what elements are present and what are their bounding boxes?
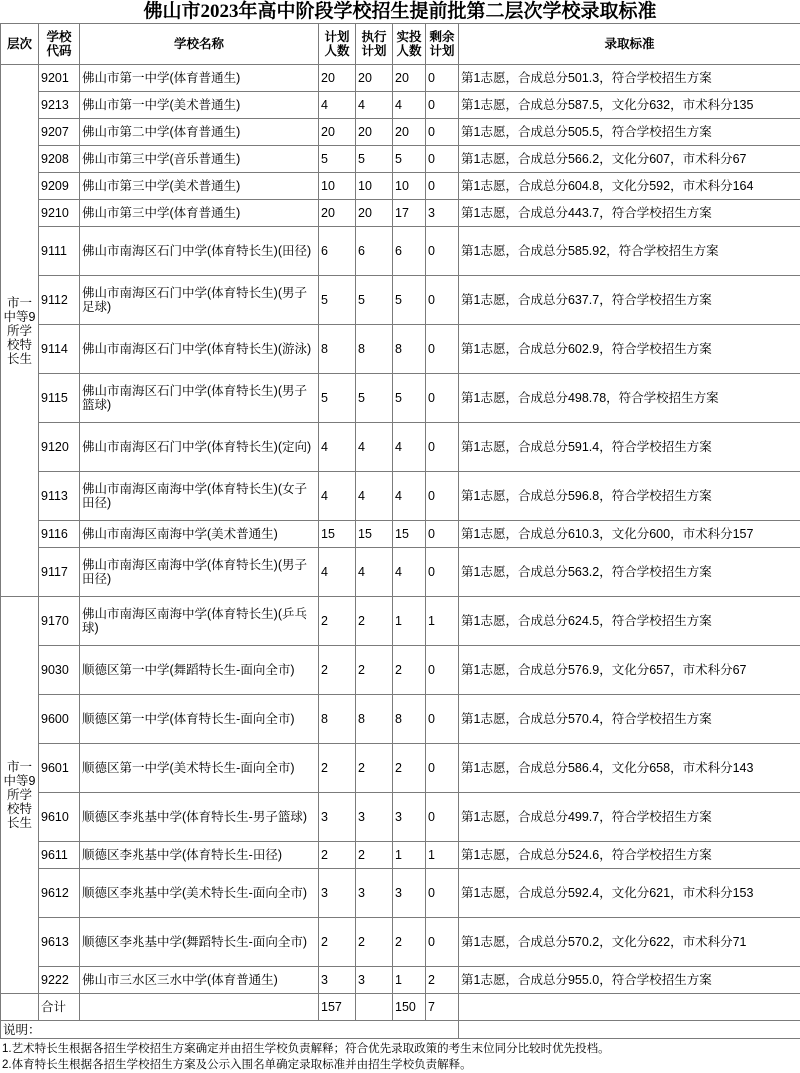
cell-actual-count: 15 <box>393 521 426 548</box>
table-row <box>1 793 800 842</box>
cell-remaining-plan: 0 <box>426 793 459 842</box>
cell-school-code: 9170 <box>39 597 80 646</box>
cell-school-name: 佛山市南海区石门中学(体育特长生)(男子足球) <box>80 276 319 325</box>
cell-standard: 第1志愿，合成总分499.7，符合学校招生方案 <box>459 793 800 842</box>
cell-standard: 第1志愿，合成总分498.78，符合学校招生方案 <box>459 374 800 423</box>
cell-actual-count: 17 <box>393 200 426 227</box>
cell-actual-count: 3 <box>393 869 426 918</box>
cell-plan-count: 20 <box>319 65 356 92</box>
table-row <box>1 227 800 276</box>
cell-standard: 第1志愿，合成总分576.9，文化分657，市术科分67 <box>459 646 800 695</box>
cell-plan-count: 2 <box>319 597 356 646</box>
cell-standard: 第1志愿，合成总分443.7，符合学校招生方案 <box>459 200 800 227</box>
cell-school-name: 佛山市南海区石门中学(体育特长生)(定向) <box>80 423 319 472</box>
cell-school-name: 顺德区第一中学(体育特长生-面向全市) <box>80 695 319 744</box>
cell-school-code: 9210 <box>39 200 80 227</box>
cell-exec-plan: 8 <box>356 325 393 374</box>
cell-school-name: 顺德区李兆基中学(舞蹈特长生-面向全市) <box>80 918 319 967</box>
cell-school-name: 顺德区第一中学(舞蹈特长生-面向全市) <box>80 646 319 695</box>
cell-standard: 第1志愿，合成总分585.92，符合学校招生方案 <box>459 227 800 276</box>
cell-school-code: 9208 <box>39 146 80 173</box>
header-cell-exec-plan: 执行计划 <box>356 24 393 65</box>
cell-actual-count: 4 <box>393 92 426 119</box>
table-row <box>1 173 800 200</box>
cell-actual-count: 4 <box>393 423 426 472</box>
cell-school-name: 顺德区李兆基中学(美术特长生-面向全市) <box>80 869 319 918</box>
cell-plan-count: 20 <box>319 200 356 227</box>
cell-actual-count: 10 <box>393 173 426 200</box>
header-cell-plan-count: 计划人数 <box>319 24 356 65</box>
cell-exec-plan: 2 <box>356 744 393 793</box>
cell-standard: 第1志愿，合成总分591.4，符合学校招生方案 <box>459 423 800 472</box>
cell-plan-count: 8 <box>319 695 356 744</box>
cell-exec-plan: 4 <box>356 548 393 597</box>
cell-standard: 第1志愿，合成总分610.3，文化分600，市术科分157 <box>459 521 800 548</box>
cell-remaining-plan: 0 <box>426 146 459 173</box>
cell-school-name: 佛山市三水区三水中学(体育普通生) <box>80 967 319 994</box>
header-cell-remaining-plan: 剩余计划 <box>426 24 459 65</box>
cell-plan-count: 3 <box>319 869 356 918</box>
cell-exec-plan: 3 <box>356 793 393 842</box>
cell-plan-count: 4 <box>319 423 356 472</box>
table-row <box>1 200 800 227</box>
cell-actual-count: 8 <box>393 695 426 744</box>
cell-remaining-plan: 3 <box>426 200 459 227</box>
cell-school-name: 佛山市第一中学(美术普通生) <box>80 92 319 119</box>
cell-remaining-plan: 1 <box>426 842 459 869</box>
cell-school-name: 佛山市南海区石门中学(体育特长生)(田径) <box>80 227 319 276</box>
cell-actual-count: 1 <box>393 597 426 646</box>
cell-school-code: 9612 <box>39 869 80 918</box>
cell-school-code: 9114 <box>39 325 80 374</box>
cell-actual-count: 4 <box>393 548 426 597</box>
cell-exec-plan: 10 <box>356 173 393 200</box>
table-row <box>1 325 800 374</box>
cell-remaining-plan: 0 <box>426 227 459 276</box>
cell-school-name: 佛山市南海区石门中学(体育特长生)(游泳) <box>80 325 319 374</box>
cell-plan-count: 5 <box>319 146 356 173</box>
cell-remaining-plan: 2 <box>426 967 459 994</box>
cell-plan-count: 5 <box>319 276 356 325</box>
cell-remaining-plan: 0 <box>426 869 459 918</box>
note-line: 2.体育特长生根据各招生学校招生方案及公示入围名单确定录取标准并由招生学校负责解释。 <box>2 1057 800 1073</box>
cell-school-code: 9201 <box>39 65 80 92</box>
cell-school-name: 顺德区李兆基中学(体育特长生-男子篮球) <box>80 793 319 842</box>
cell-plan-count: 2 <box>319 744 356 793</box>
cell-exec-plan: 4 <box>356 423 393 472</box>
cell-remaining-plan: 0 <box>426 276 459 325</box>
cell-actual-count: 4 <box>393 472 426 521</box>
cell-plan-count: 10 <box>319 173 356 200</box>
cell-actual-count: 2 <box>393 744 426 793</box>
table-row <box>1 146 800 173</box>
table-row <box>1 276 800 325</box>
table-row <box>1 967 800 994</box>
cell-actual-count: 5 <box>393 276 426 325</box>
cell-school-code: 9613 <box>39 918 80 967</box>
total-label: 合计 <box>39 994 80 1021</box>
cell-plan-count: 15 <box>319 521 356 548</box>
cell-actual-count: 2 <box>393 646 426 695</box>
cell-school-name: 佛山市第二中学(体育普通生) <box>80 119 319 146</box>
cell-remaining-plan: 0 <box>426 646 459 695</box>
cell-actual-count: 8 <box>393 325 426 374</box>
table-row <box>1 472 800 521</box>
total-remaining-plan: 7 <box>426 994 459 1021</box>
cell-plan-count: 4 <box>319 548 356 597</box>
cell-standard: 第1志愿，合成总分524.6，符合学校招生方案 <box>459 842 800 869</box>
cell-school-code: 9115 <box>39 374 80 423</box>
header-cell-standard: 录取标准 <box>459 24 800 65</box>
table-row <box>1 65 800 92</box>
table-row <box>1 842 800 869</box>
cell-school-code: 9600 <box>39 695 80 744</box>
table-row <box>1 119 800 146</box>
total-standard <box>459 994 800 1021</box>
header-cell-actual-count: 实投人数 <box>393 24 426 65</box>
cell-standard: 第1志愿，合成总分586.4，文化分658，市术科分143 <box>459 744 800 793</box>
cell-exec-plan: 6 <box>356 227 393 276</box>
notes-heading-row <box>1 1021 800 1039</box>
cell-actual-count: 3 <box>393 793 426 842</box>
note-line: 1.艺术特长生根据各招生学校招生方案确定并由招生学校负责解释；符合优先录取政策的考生末位同分比较时优先投档。 <box>2 1041 800 1057</box>
total-level-blank <box>1 994 39 1021</box>
table-row <box>1 423 800 472</box>
table-row <box>1 918 800 967</box>
cell-school-name: 佛山市第三中学(音乐普通生) <box>80 146 319 173</box>
cell-standard: 第1志愿，合成总分955.0，符合学校招生方案 <box>459 967 800 994</box>
cell-school-code: 9222 <box>39 967 80 994</box>
cell-school-code: 9601 <box>39 744 80 793</box>
cell-actual-count: 5 <box>393 146 426 173</box>
cell-exec-plan: 5 <box>356 146 393 173</box>
cell-standard: 第1志愿，合成总分570.4，符合学校招生方案 <box>459 695 800 744</box>
cell-remaining-plan: 0 <box>426 521 459 548</box>
cell-remaining-plan: 0 <box>426 472 459 521</box>
cell-exec-plan: 2 <box>356 842 393 869</box>
cell-remaining-plan: 0 <box>426 374 459 423</box>
admission-standards-table <box>0 23 800 1039</box>
cell-school-name: 佛山市第一中学(体育普通生) <box>80 65 319 92</box>
cell-exec-plan: 4 <box>356 472 393 521</box>
cell-exec-plan: 4 <box>356 92 393 119</box>
header-cell-school-code: 学校代码 <box>39 24 80 65</box>
notes-area <box>0 1039 800 1073</box>
cell-school-code: 9116 <box>39 521 80 548</box>
cell-remaining-plan: 0 <box>426 423 459 472</box>
cell-standard: 第1志愿，合成总分602.9，符合学校招生方案 <box>459 325 800 374</box>
cell-school-name: 佛山市南海区南海中学(美术普通生) <box>80 521 319 548</box>
cell-actual-count: 2 <box>393 918 426 967</box>
cell-plan-count: 3 <box>319 967 356 994</box>
cell-remaining-plan: 0 <box>426 548 459 597</box>
cell-remaining-plan: 0 <box>426 92 459 119</box>
cell-exec-plan: 8 <box>356 695 393 744</box>
cell-school-name: 佛山市南海区石门中学(体育特长生)(男子篮球) <box>80 374 319 423</box>
table-row <box>1 695 800 744</box>
table-total-row <box>1 994 800 1021</box>
cell-plan-count: 2 <box>319 646 356 695</box>
cell-exec-plan: 20 <box>356 119 393 146</box>
cell-exec-plan: 2 <box>356 918 393 967</box>
cell-actual-count: 1 <box>393 842 426 869</box>
cell-school-code: 9112 <box>39 276 80 325</box>
header-cell-level: 层次 <box>1 24 39 65</box>
cell-remaining-plan: 0 <box>426 325 459 374</box>
cell-exec-plan: 5 <box>356 276 393 325</box>
cell-remaining-plan: 0 <box>426 65 459 92</box>
cell-exec-plan: 2 <box>356 597 393 646</box>
cell-standard: 第1志愿，合成总分570.2，文化分622，市术科分71 <box>459 918 800 967</box>
cell-standard: 第1志愿，合成总分624.5，符合学校招生方案 <box>459 597 800 646</box>
cell-standard: 第1志愿，合成总分566.2，文化分607，市术科分67 <box>459 146 800 173</box>
cell-school-code: 9610 <box>39 793 80 842</box>
level-group-label: 市一中等9所学校特长生 <box>1 597 39 994</box>
header-cell-school-name: 学校名称 <box>80 24 319 65</box>
notes-heading: 说明： <box>1 1021 459 1039</box>
cell-plan-count: 5 <box>319 374 356 423</box>
cell-exec-plan: 20 <box>356 65 393 92</box>
cell-remaining-plan: 0 <box>426 918 459 967</box>
cell-school-name: 佛山市第三中学(美术普通生) <box>80 173 319 200</box>
cell-plan-count: 3 <box>319 793 356 842</box>
cell-remaining-plan: 0 <box>426 173 459 200</box>
table-row <box>1 869 800 918</box>
notes-heading-spacer <box>459 1021 800 1039</box>
cell-school-code: 9209 <box>39 173 80 200</box>
table-row <box>1 374 800 423</box>
cell-plan-count: 2 <box>319 918 356 967</box>
table-row <box>1 92 800 119</box>
table-body <box>1 24 800 1039</box>
total-school-name <box>80 994 319 1021</box>
cell-school-code: 9030 <box>39 646 80 695</box>
table-row <box>1 548 800 597</box>
level-group-label: 市一中等9所学校特长生 <box>1 65 39 597</box>
cell-plan-count: 6 <box>319 227 356 276</box>
cell-school-code: 9111 <box>39 227 80 276</box>
cell-actual-count: 20 <box>393 65 426 92</box>
cell-remaining-plan: 0 <box>426 695 459 744</box>
page-title: 佛山市2023年高中阶段学校招生提前批第二层次学校录取标准 <box>0 0 800 23</box>
cell-actual-count: 6 <box>393 227 426 276</box>
cell-standard: 第1志愿，合成总分604.8，文化分592，市术科分164 <box>459 173 800 200</box>
cell-actual-count: 20 <box>393 119 426 146</box>
cell-standard: 第1志愿，合成总分596.8，符合学校招生方案 <box>459 472 800 521</box>
cell-exec-plan: 15 <box>356 521 393 548</box>
cell-exec-plan: 20 <box>356 200 393 227</box>
cell-actual-count: 1 <box>393 967 426 994</box>
cell-actual-count: 5 <box>393 374 426 423</box>
cell-school-code: 9207 <box>39 119 80 146</box>
cell-plan-count: 4 <box>319 92 356 119</box>
cell-school-code: 9120 <box>39 423 80 472</box>
cell-school-name: 佛山市南海区南海中学(体育特长生)(乒乓球) <box>80 597 319 646</box>
table-row <box>1 597 800 646</box>
cell-standard: 第1志愿，合成总分505.5，符合学校招生方案 <box>459 119 800 146</box>
cell-school-name: 佛山市南海区南海中学(体育特长生)(男子田径) <box>80 548 319 597</box>
cell-standard: 第1志愿，合成总分637.7，符合学校招生方案 <box>459 276 800 325</box>
cell-school-name: 顺德区第一中学(美术特长生-面向全市) <box>80 744 319 793</box>
total-exec-plan <box>356 994 393 1021</box>
table-row <box>1 646 800 695</box>
cell-plan-count: 2 <box>319 842 356 869</box>
cell-standard: 第1志愿，合成总分587.5，文化分632，市术科分135 <box>459 92 800 119</box>
cell-school-code: 9611 <box>39 842 80 869</box>
cell-remaining-plan: 0 <box>426 744 459 793</box>
table-header-row <box>1 24 800 65</box>
cell-plan-count: 4 <box>319 472 356 521</box>
cell-exec-plan: 3 <box>356 869 393 918</box>
cell-remaining-plan: 1 <box>426 597 459 646</box>
cell-exec-plan: 2 <box>356 646 393 695</box>
cell-school-name: 佛山市第三中学(体育普通生) <box>80 200 319 227</box>
cell-exec-plan: 5 <box>356 374 393 423</box>
cell-school-code: 9117 <box>39 548 80 597</box>
total-plan-count: 157 <box>319 994 356 1021</box>
cell-plan-count: 20 <box>319 119 356 146</box>
cell-standard: 第1志愿，合成总分563.2，符合学校招生方案 <box>459 548 800 597</box>
cell-school-name: 顺德区李兆基中学(体育特长生-田径) <box>80 842 319 869</box>
cell-plan-count: 8 <box>319 325 356 374</box>
table-row <box>1 521 800 548</box>
total-actual-count: 150 <box>393 994 426 1021</box>
cell-school-code: 9113 <box>39 472 80 521</box>
cell-exec-plan: 3 <box>356 967 393 994</box>
cell-standard: 第1志愿，合成总分501.3，符合学校招生方案 <box>459 65 800 92</box>
cell-standard: 第1志愿，合成总分592.4，文化分621，市术科分153 <box>459 869 800 918</box>
table-row <box>1 744 800 793</box>
cell-school-name: 佛山市南海区南海中学(体育特长生)(女子田径) <box>80 472 319 521</box>
cell-school-code: 9213 <box>39 92 80 119</box>
cell-remaining-plan: 0 <box>426 119 459 146</box>
